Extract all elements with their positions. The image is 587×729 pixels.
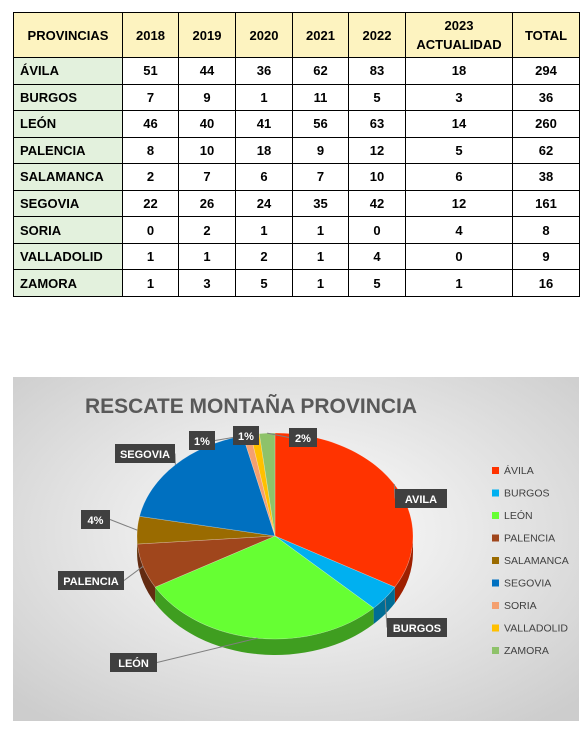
value-cell: 7 xyxy=(123,84,179,111)
legend-label: SEGOVIA xyxy=(504,577,552,590)
legend-swatch xyxy=(492,602,499,609)
header-2020: 2020 xyxy=(236,13,293,58)
legend-label: SALAMANCA xyxy=(504,555,569,567)
legend-swatch xyxy=(492,580,499,587)
value-cell: 7 xyxy=(293,164,349,191)
value-cell: 26 xyxy=(179,190,236,217)
legend-swatch xyxy=(492,490,499,497)
value-cell: 12 xyxy=(406,190,513,217)
province-cell: BURGOS xyxy=(14,84,123,111)
header-provincias: PROVINCIAS xyxy=(14,13,123,58)
pie-data-label: 2% xyxy=(295,433,311,445)
pie-data-label: PALENCIA xyxy=(63,576,119,588)
value-cell: 42 xyxy=(349,190,406,217)
value-cell: 1 xyxy=(406,270,513,297)
value-cell: 44 xyxy=(179,58,236,85)
table-row xyxy=(14,270,580,297)
value-cell: 16 xyxy=(513,270,580,297)
value-cell: 1 xyxy=(123,270,179,297)
value-cell: 1 xyxy=(293,243,349,270)
value-cell: 41 xyxy=(236,111,293,138)
value-cell: 62 xyxy=(293,58,349,85)
value-cell: 4 xyxy=(349,243,406,270)
province-cell: LEÓN xyxy=(14,111,123,138)
value-cell: 1 xyxy=(293,217,349,244)
pie-data-label: 1% xyxy=(194,436,210,448)
province-cell: VALLADOLID xyxy=(14,243,123,270)
value-cell: 9 xyxy=(293,137,349,164)
legend-label: BURGOS xyxy=(504,487,550,500)
pie-data-label: 1% xyxy=(238,431,254,443)
value-cell: 14 xyxy=(406,111,513,138)
value-cell: 2 xyxy=(236,243,293,270)
legend-swatch xyxy=(492,647,499,654)
header-2021: 2021 xyxy=(293,13,349,58)
value-cell: 24 xyxy=(236,190,293,217)
value-cell: 0 xyxy=(349,217,406,244)
value-cell: 5 xyxy=(349,270,406,297)
pie-data-label: AVILA xyxy=(404,494,438,506)
value-cell: 51 xyxy=(123,58,179,85)
value-cell: 6 xyxy=(236,164,293,191)
value-cell: 7 xyxy=(179,164,236,191)
value-cell: 4 xyxy=(406,217,513,244)
value-cell: 8 xyxy=(513,217,580,244)
province-cell: SORIA xyxy=(14,217,123,244)
value-cell: 0 xyxy=(123,217,179,244)
pie-data-label: 4% xyxy=(87,515,104,527)
value-cell: 260 xyxy=(513,111,580,138)
value-cell: 36 xyxy=(513,84,580,111)
value-cell: 9 xyxy=(513,243,580,270)
value-cell: 1 xyxy=(293,270,349,297)
table-header-row xyxy=(14,13,580,58)
value-cell: 36 xyxy=(236,58,293,85)
header-2022: 2022 xyxy=(349,13,406,58)
value-cell: 161 xyxy=(513,190,580,217)
legend-label: SORIA xyxy=(504,600,537,612)
value-cell: 1 xyxy=(179,243,236,270)
pie-data-label: SEGOVIA xyxy=(119,449,171,461)
value-cell: 5 xyxy=(236,270,293,297)
value-cell: 22 xyxy=(123,190,179,217)
value-cell: 83 xyxy=(349,58,406,85)
value-cell: 11 xyxy=(293,84,349,111)
table-row xyxy=(14,164,580,191)
value-cell: 3 xyxy=(179,270,236,297)
header-2023 xyxy=(406,13,513,58)
table-row xyxy=(14,190,580,217)
value-cell: 2 xyxy=(123,164,179,191)
table-row xyxy=(14,137,580,164)
value-cell: 62 xyxy=(513,137,580,164)
value-cell: 46 xyxy=(123,111,179,138)
value-cell: 10 xyxy=(179,137,236,164)
value-cell: 1 xyxy=(236,84,293,111)
legend-swatch xyxy=(492,535,499,542)
value-cell: 40 xyxy=(179,111,236,138)
legend-swatch xyxy=(492,625,499,632)
table-row xyxy=(14,84,580,111)
value-cell: 63 xyxy=(349,111,406,138)
table-row xyxy=(14,243,580,270)
legend-swatch xyxy=(492,467,499,474)
value-cell: 38 xyxy=(513,164,580,191)
rescue-table xyxy=(13,12,580,297)
chart-title: RESCATE MONTAÑA PROVINCIA xyxy=(84,395,418,418)
pie-data-label: LEÓN xyxy=(118,658,149,670)
legend-label: ZAMORA xyxy=(504,645,549,657)
table-row xyxy=(14,111,580,138)
value-cell: 1 xyxy=(236,217,293,244)
table-row xyxy=(14,58,580,85)
pie-chart xyxy=(13,377,579,721)
value-cell: 9 xyxy=(179,84,236,111)
province-cell: ZAMORA xyxy=(14,270,123,297)
value-cell: 1 xyxy=(123,243,179,270)
value-cell: 2 xyxy=(179,217,236,244)
value-cell: 3 xyxy=(406,84,513,111)
header-2023-line2: ACTUALIDAD xyxy=(416,37,502,52)
value-cell: 5 xyxy=(349,84,406,111)
legend-swatch xyxy=(492,557,499,564)
value-cell: 35 xyxy=(293,190,349,217)
header-total: TOTAL xyxy=(513,13,580,58)
value-cell: 12 xyxy=(349,137,406,164)
table-row xyxy=(14,217,580,244)
pie-data-label: BURGOS xyxy=(392,623,442,635)
province-cell: SALAMANCA xyxy=(14,164,123,191)
legend-label: LEÓN xyxy=(504,510,533,522)
value-cell: 10 xyxy=(349,164,406,191)
value-cell: 5 xyxy=(406,137,513,164)
value-cell: 6 xyxy=(406,164,513,191)
province-cell: ÁVILA xyxy=(14,58,123,85)
header-2018: 2018 xyxy=(123,13,179,58)
header-2023-line1: 2023 xyxy=(444,18,474,33)
value-cell: 294 xyxy=(513,58,580,85)
legend-label: PALENCIA xyxy=(504,532,556,545)
header-2019: 2019 xyxy=(179,13,236,58)
value-cell: 0 xyxy=(406,243,513,270)
value-cell: 8 xyxy=(123,137,179,164)
value-cell: 18 xyxy=(236,137,293,164)
province-cell: SEGOVIA xyxy=(14,190,123,217)
value-cell: 56 xyxy=(293,111,349,138)
legend-label: VALLADOLID xyxy=(504,622,568,635)
legend-swatch xyxy=(492,512,499,519)
legend-label: ÁVILA xyxy=(504,465,534,477)
pie-leader-line xyxy=(394,484,395,498)
province-cell: PALENCIA xyxy=(14,137,123,164)
value-cell: 18 xyxy=(406,58,513,85)
